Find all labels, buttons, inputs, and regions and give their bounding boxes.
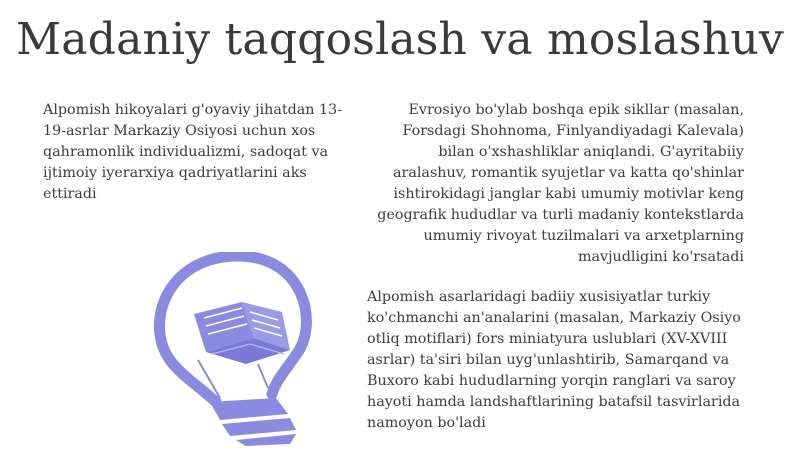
slide-title: Madaniy taqqoslash va moslashuv	[16, 14, 784, 65]
paragraph-bottom: Alpomish asarlaridagi badiiy xusisiyatlar turkiy ko'chmanchi an'analarini (masalan, Markaziy Osiyo otliq motiflari) fors miniatyura uslublari (XV-XVIII asrlar) ta'siri bilan uyg'unlashtirib, Samarqand va Buxoro kabi hududlarning yorqin ranglari va saroy hayoti hamda landshaftlarining batafsil tasvirlarida namoyon bo'ladi	[367, 289, 741, 431]
paragraph-right: Evrosiyo bo'ylab boshqa epik sikllar (masalan, Forsdagi Shohnoma, Finlyandiyadagi Kalevala) bilan o'xshashliklar aniqlandi. G'ayritabiiy aralashuv, romantik syujetlar va katta qo'shinlar ishtirokidagi janglar kabi umumiy motivlar keng geografik hududlar va turli madaniy kontekstlarda umumiy rivoyat tuzilmalari va arxetplarning mavjudligini ko'rsatadi	[377, 102, 744, 265]
paragraph-left: Alpomish hikoyalari g'oyaviy jihatdan 13-19-asrlar Markaziy Osiyosi uchun xos qahramonlik individualizmi, sadoqat va ijtimoiy iyerarxiya qadriyatlarini aks ettiradi	[43, 102, 343, 202]
lightbulb-book-icon	[150, 252, 315, 447]
